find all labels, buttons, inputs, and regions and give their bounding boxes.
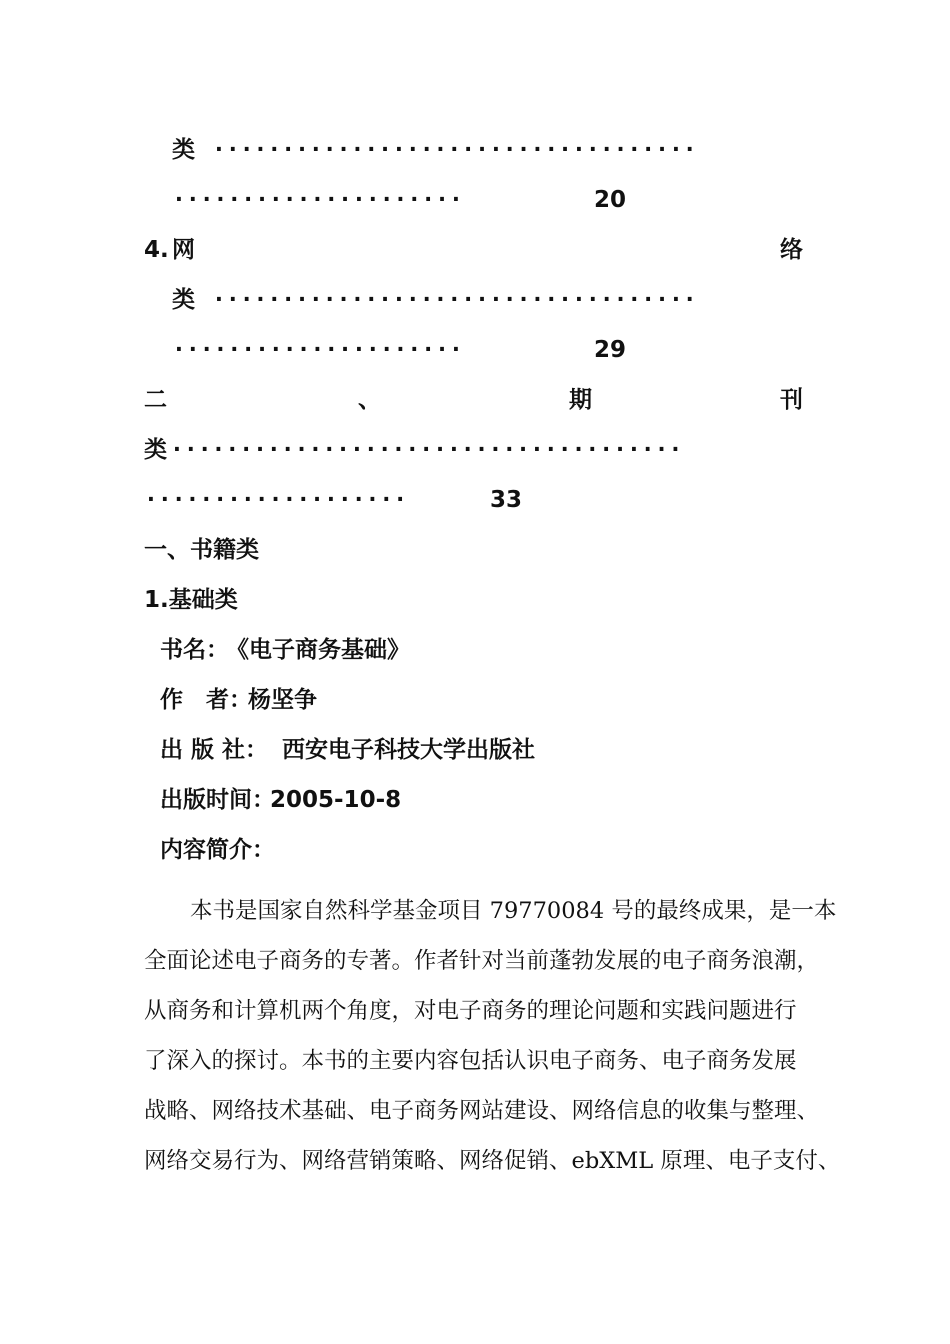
toc-category-4-char: 络 xyxy=(780,237,803,263)
book-publisher-row xyxy=(0,730,950,770)
toc-section-2-char: 二 xyxy=(144,387,167,413)
toc-category-4-number: 4. xyxy=(144,237,169,263)
toc-section-2-char: 、 xyxy=(358,387,381,413)
summary-line xyxy=(0,1141,950,1181)
toc-leader-dots: ····················· xyxy=(172,337,463,363)
book-title-row xyxy=(0,630,950,670)
summary-line-text: 本书是国家自然科学基金项目 79770084 号的最终成果，是一本 xyxy=(190,898,837,924)
toc-section-2-char: 刊 xyxy=(780,387,803,413)
subsection-heading-text: 1.基础类 xyxy=(144,587,238,613)
book-publisher-value: 西安电子科技大学出版社 xyxy=(282,737,535,763)
summary-line xyxy=(0,891,950,931)
toc-leader-dots: ··································· xyxy=(212,287,697,313)
toc-leader-dots: ····················· xyxy=(172,187,463,213)
book-title-label: 书名： xyxy=(160,637,229,663)
toc-leader-dots: ··················· xyxy=(144,487,408,513)
toc-leader-dots: ··································· xyxy=(212,137,697,163)
summary-line xyxy=(0,1041,950,1081)
toc-category-3-tail: 类 xyxy=(172,137,195,163)
book-date-value: 2005-10-8 xyxy=(270,787,402,813)
book-date-row xyxy=(0,780,950,820)
toc-page-number: 29 xyxy=(594,337,627,363)
toc-category-4-tail: 类 xyxy=(172,287,195,313)
book-date-label: 出版时间： xyxy=(160,787,275,813)
summary-line-text: 战略、网络技术基础、电子商务网站建设、网络信息的收集与整理、 xyxy=(144,1098,820,1124)
toc-leader-dots: ····································· xyxy=(170,437,683,463)
toc-entry-category-4-cont[interactable] xyxy=(0,280,950,320)
book-publisher-label: 出 版 社： xyxy=(160,737,269,763)
subsection-heading xyxy=(0,580,950,620)
summary-line-text: 从商务和计算机两个角度，对电子商务的理论问题和实践问题进行 xyxy=(144,998,797,1024)
book-summary-label: 内容简介： xyxy=(160,837,275,863)
book-author-row xyxy=(0,680,950,720)
toc-entry-section-2-cont2[interactable] xyxy=(0,480,950,520)
toc-page-number: 20 xyxy=(594,187,627,213)
toc-section-2-char: 期 xyxy=(569,387,592,413)
book-author-label: 作 者： xyxy=(160,687,252,713)
toc-entry-category-4[interactable] xyxy=(0,230,950,270)
toc-entry-category-3[interactable] xyxy=(0,130,950,170)
toc-entry-category-3-cont[interactable] xyxy=(0,180,950,220)
section-heading xyxy=(0,530,950,570)
summary-line xyxy=(0,1091,950,1131)
book-author-value: 杨坚争 xyxy=(248,687,317,713)
summary-line xyxy=(0,941,950,981)
summary-line-text: 网络交易行为、网络营销策略、网络促销、ebXML 原理、电子支付、 xyxy=(144,1148,841,1174)
summary-line-text: 了深入的探讨。本书的主要内容包括认识电子商务、电子商务发展 xyxy=(144,1048,797,1074)
toc-entry-category-4-cont2[interactable] xyxy=(0,330,950,370)
toc-page-number: 33 xyxy=(490,487,523,513)
toc-category-4-char: 网 xyxy=(172,237,195,263)
summary-line-text: 全面论述电子商务的专著。作者针对当前蓬勃发展的电子商务浪潮， xyxy=(144,948,820,974)
toc-section-2-tail: 类 xyxy=(144,437,167,463)
book-title-value: 《电子商务基础》 xyxy=(226,637,410,663)
book-summary-label-row xyxy=(0,830,950,870)
summary-line xyxy=(0,991,950,1031)
toc-entry-section-2[interactable] xyxy=(0,380,950,420)
section-heading-text: 一、书籍类 xyxy=(144,537,259,563)
toc-entry-section-2-cont[interactable] xyxy=(0,430,950,470)
